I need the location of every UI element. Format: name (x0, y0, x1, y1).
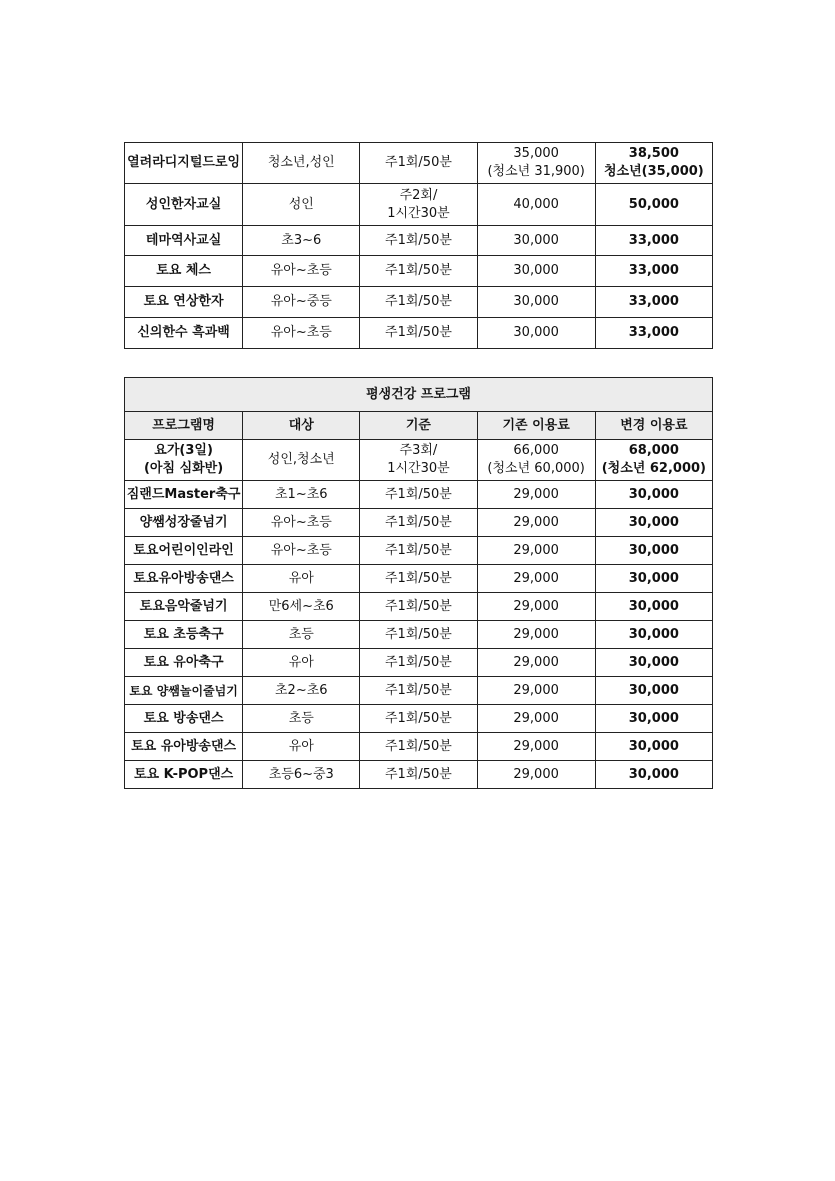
basis-cell: 주1회/50분 (360, 761, 477, 789)
new-fee-cell: 30,000 (595, 565, 712, 593)
basis-cell: 주1회/50분 (360, 593, 477, 621)
table-row (125, 593, 713, 621)
new-fee-cell: 30,000 (595, 705, 712, 733)
old-fee-cell: 29,000 (477, 537, 595, 565)
program-name-cell: 토요 초등축구 (125, 621, 243, 649)
old-fee-cell: 29,000 (477, 733, 595, 761)
new-fee-cell: 50,000 (595, 184, 712, 226)
table-header-row (125, 412, 713, 440)
table-row (125, 256, 713, 287)
program-name-cell: 신의한수 흑과백 (125, 318, 243, 349)
basis-cell: 주1회/50분 (360, 481, 477, 509)
old-fee-cell: 29,000 (477, 705, 595, 733)
old-fee-cell: 29,000 (477, 621, 595, 649)
basis-cell: 주1회/50분 (360, 143, 477, 184)
table-row (125, 226, 713, 256)
new-fee-cell: 30,000 (595, 509, 712, 537)
table-row (125, 184, 713, 226)
new-fee-cell: 33,000 (595, 287, 712, 318)
header-new-fee: 변경 이용료 (595, 412, 712, 440)
target-cell: 유아 (243, 565, 360, 593)
table-row (125, 621, 713, 649)
program-name-cell: 토요 연상한자 (125, 287, 243, 318)
old-fee-cell: 29,000 (477, 565, 595, 593)
program-name-cell: 토요 양쌤놀이줄넘기 (125, 677, 243, 705)
table-title-row (125, 378, 713, 412)
old-fee-cell: 35,000 (청소년 31,900) (477, 143, 595, 184)
target-cell: 초1~초6 (243, 481, 360, 509)
target-cell: 유아 (243, 649, 360, 677)
old-fee-cell: 29,000 (477, 677, 595, 705)
new-fee-cell: 30,000 (595, 537, 712, 565)
basis-cell: 주3회/ 1시간30분 (360, 440, 477, 481)
new-fee-cell: 30,000 (595, 481, 712, 509)
table-row (125, 440, 713, 481)
new-fee-cell: 30,000 (595, 677, 712, 705)
new-fee-cell: 33,000 (595, 226, 712, 256)
program-name-cell: 토요 체스 (125, 256, 243, 287)
basis-cell: 주1회/50분 (360, 226, 477, 256)
program-name-cell: 테마역사교실 (125, 226, 243, 256)
table-row (125, 509, 713, 537)
table-row (125, 143, 713, 184)
new-fee-cell: 30,000 (595, 649, 712, 677)
old-fee-cell: 30,000 (477, 256, 595, 287)
old-fee-cell: 29,000 (477, 761, 595, 789)
table-row (125, 537, 713, 565)
basis-cell: 주1회/50분 (360, 621, 477, 649)
program-name-cell: 요가(3일) (아침 심화반) (125, 440, 243, 481)
table-row (125, 287, 713, 318)
old-fee-cell: 29,000 (477, 649, 595, 677)
target-cell: 초3~6 (243, 226, 360, 256)
target-cell: 유아~초등 (243, 537, 360, 565)
target-cell: 유아~중등 (243, 287, 360, 318)
program-name-cell: 성인한자교실 (125, 184, 243, 226)
header-program-name: 프로그램명 (125, 412, 243, 440)
basis-cell: 주2회/ 1시간30분 (360, 184, 477, 226)
program-name-cell: 열려라디지털드로잉 (125, 143, 243, 184)
old-fee-cell: 66,000 (청소년 60,000) (477, 440, 595, 481)
program-name-cell: 양쌤성장줄넘기 (125, 509, 243, 537)
target-cell: 유아~초등 (243, 509, 360, 537)
basis-cell: 주1회/50분 (360, 256, 477, 287)
program-name-cell: 토요 방송댄스 (125, 705, 243, 733)
program-name-cell: 토요 유아축구 (125, 649, 243, 677)
new-fee-cell: 30,000 (595, 733, 712, 761)
new-fee-cell: 33,000 (595, 256, 712, 287)
target-cell: 초2~초6 (243, 677, 360, 705)
target-cell: 초등 (243, 621, 360, 649)
target-cell: 청소년,성인 (243, 143, 360, 184)
new-fee-cell: 30,000 (595, 761, 712, 789)
table-row (125, 481, 713, 509)
program-name-cell: 토요 K-POP댄스 (125, 761, 243, 789)
table-row (125, 733, 713, 761)
table-title: 평생건강 프로그램 (125, 378, 713, 412)
old-fee-cell: 29,000 (477, 481, 595, 509)
program-name-cell: 토요 유아방송댄스 (125, 733, 243, 761)
basis-cell: 주1회/50분 (360, 318, 477, 349)
new-fee-cell: 68,000 (청소년 62,000) (595, 440, 712, 481)
target-cell: 성인,청소년 (243, 440, 360, 481)
basis-cell: 주1회/50분 (360, 733, 477, 761)
target-cell: 만6세~초6 (243, 593, 360, 621)
table-row (125, 761, 713, 789)
table-row (125, 649, 713, 677)
table-row (125, 705, 713, 733)
header-basis: 기준 (360, 412, 477, 440)
old-fee-cell: 30,000 (477, 318, 595, 349)
target-cell: 성인 (243, 184, 360, 226)
basis-cell: 주1회/50분 (360, 537, 477, 565)
fee-table-continued (124, 142, 713, 349)
target-cell: 초등6~중3 (243, 761, 360, 789)
old-fee-cell: 30,000 (477, 287, 595, 318)
old-fee-cell: 30,000 (477, 226, 595, 256)
table-row (125, 318, 713, 349)
basis-cell: 주1회/50분 (360, 705, 477, 733)
basis-cell: 주1회/50분 (360, 565, 477, 593)
program-name-cell: 토요어린이인라인 (125, 537, 243, 565)
program-name-cell: 토요유아방송댄스 (125, 565, 243, 593)
target-cell: 유아 (243, 733, 360, 761)
lifelong-health-program-table (124, 377, 713, 789)
old-fee-cell: 29,000 (477, 593, 595, 621)
new-fee-cell: 38,500 청소년(35,000) (595, 143, 712, 184)
basis-cell: 주1회/50분 (360, 677, 477, 705)
program-name-cell: 토요음악줄넘기 (125, 593, 243, 621)
table-row (125, 565, 713, 593)
old-fee-cell: 29,000 (477, 509, 595, 537)
header-target: 대상 (243, 412, 360, 440)
new-fee-cell: 33,000 (595, 318, 712, 349)
basis-cell: 주1회/50분 (360, 287, 477, 318)
table-row (125, 677, 713, 705)
target-cell: 초등 (243, 705, 360, 733)
program-name-cell: 짐랜드Master축구 (125, 481, 243, 509)
new-fee-cell: 30,000 (595, 593, 712, 621)
basis-cell: 주1회/50분 (360, 509, 477, 537)
basis-cell: 주1회/50분 (360, 649, 477, 677)
target-cell: 유아~초등 (243, 318, 360, 349)
old-fee-cell: 40,000 (477, 184, 595, 226)
target-cell: 유아~초등 (243, 256, 360, 287)
header-old-fee: 기존 이용료 (477, 412, 595, 440)
new-fee-cell: 30,000 (595, 621, 712, 649)
